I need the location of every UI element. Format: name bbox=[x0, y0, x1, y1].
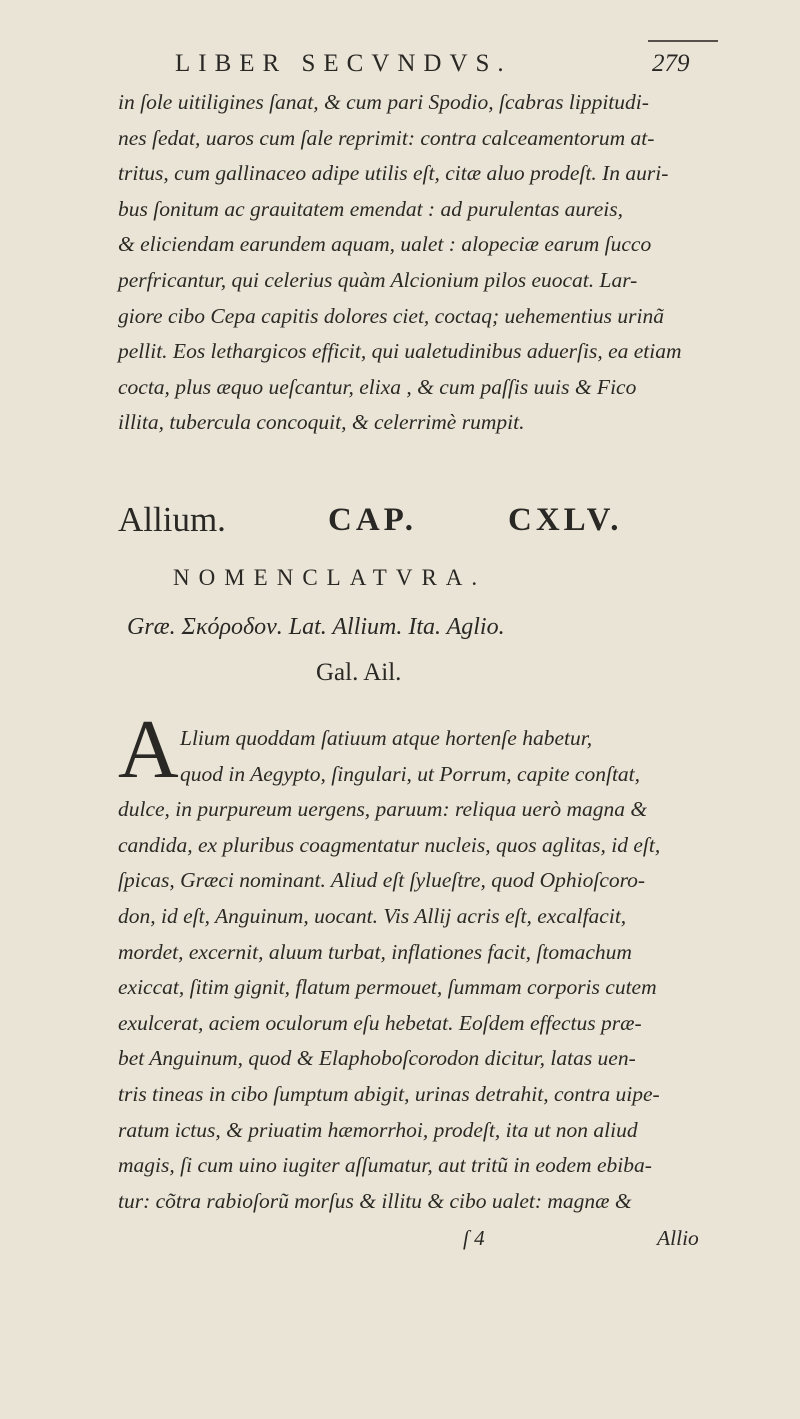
text-line: bus ſonitum ac grauitatem emendat : ad purulentas aureis, bbox=[118, 196, 624, 221]
text-line: in ſole uitiligines ſanat, & cum pari Spodio, ſcabras lippitudi- bbox=[118, 90, 649, 114]
text-line: pellit. Eos lethargicos efficit, qui ualetudinibus aduerſis, ea etiam bbox=[118, 339, 682, 364]
text-line: dulce, in purpureum uergens, paruum: reliqua uerò magna & bbox=[118, 797, 648, 822]
nomenclatura-heading: NOMENCLATVRA. bbox=[173, 565, 487, 590]
paragraph-allium bbox=[118, 721, 743, 1219]
text-line: bet Anguinum, quod & Elaphoboſcorodon dicitur, latas uen- bbox=[118, 1046, 636, 1071]
chapter-title: Allium. bbox=[118, 500, 226, 539]
text-line: cocta, plus æquo ueſcantur, elixa , & cum paſſis uuis & Fico bbox=[118, 374, 637, 399]
page-number: 279 bbox=[652, 50, 690, 77]
text-line: & eliciendam earundem aquam, ualet : alopeciæ earum ſucco bbox=[118, 232, 652, 257]
text-line: tritus, cum gallinaceo adipe utilis eſt, citæ aluo prodeſt. In auri- bbox=[118, 161, 669, 186]
text-line: nes ſedat, uaros cum ſale reprimit: contra calceamentorum at- bbox=[118, 125, 655, 150]
text-line: perfricantur, qui celerius quàm Alcionium pilos euocat. Lar- bbox=[118, 267, 638, 292]
text-line: don, id eſt, Anguinum, uocant. Vis Allij acris eſt, excalfacit, bbox=[118, 903, 627, 928]
text-line: ſpicas, Græci nominant. Aliud eſt ſylueſtre, quod Ophioſcoro- bbox=[118, 868, 646, 893]
names-line: Græ. Σκόροδον. Lat. Allium. Ita. Aglio. bbox=[127, 614, 505, 640]
text-line: ratum ictus, & priuatim hæmorrhoi, prodeſt, ita ut non aliud bbox=[118, 1117, 638, 1142]
chapter-heading bbox=[118, 500, 718, 550]
text-line: exiccat, ſitim gignit, flatum permouet, ſummam corporis cutem bbox=[118, 975, 657, 1000]
printer-mark bbox=[648, 40, 718, 50]
running-title: LIBER SECVNDVS. bbox=[175, 50, 512, 77]
page-header bbox=[0, 46, 800, 86]
chapter-number: CXLV. bbox=[508, 502, 623, 538]
text-line: illita, tubercula concoquit, & celerrimè rumpit. bbox=[118, 410, 525, 435]
gallic-name: Gal. Ail. bbox=[316, 659, 402, 686]
text-line: giore cibo Cepa capitis dolores ciet, coctaq; uehementius urinã bbox=[118, 303, 664, 328]
text-line: candida, ex pluribus coagmentatur nucleis, quos aglitas, id eſt, bbox=[118, 832, 661, 857]
text-line: tris tineas in cibo ſumptum abigit, urinas detrahit, contra uipe- bbox=[118, 1081, 660, 1106]
text-line: quod in Aegypto, ſingulari, ut Porrum, capite conſtat, bbox=[180, 761, 641, 786]
signature-mark: ſ 4 bbox=[463, 1226, 485, 1250]
text-line: Llium quoddam ſatiuum atque hortenſe habetur, bbox=[180, 726, 593, 750]
drop-cap: A bbox=[118, 703, 179, 796]
text-line: magis, ſi cum uino iugiter aſſumatur, aut tritũ in eodem ebiba- bbox=[118, 1153, 652, 1178]
paragraph-cepa bbox=[118, 85, 743, 441]
text-line: mordet, excernit, aluum turbat, inflationes facit, ſtomachum bbox=[118, 939, 632, 964]
text-line: exulcerat, aciem oculorum eſu hebetat. Eoſdem effectus præ- bbox=[118, 1010, 642, 1035]
text-line: tur: cõtra rabioſorũ morſus & illitu & cibo ualet: magnæ & bbox=[118, 1188, 632, 1213]
chapter-label: CAP. bbox=[328, 502, 418, 538]
catchword: Allio bbox=[657, 1226, 699, 1250]
